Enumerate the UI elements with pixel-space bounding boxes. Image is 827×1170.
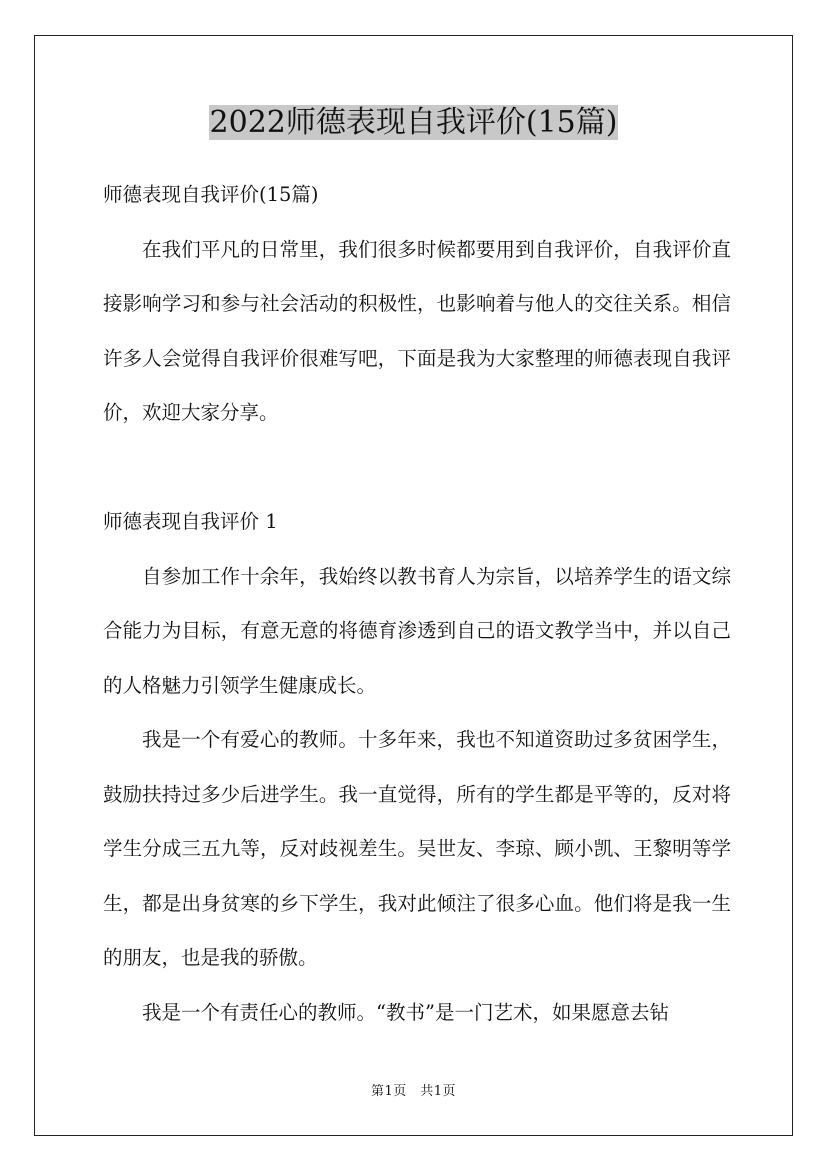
document-subtitle: 师德表现自我评价(15篇) [103, 183, 319, 206]
page-footer [0, 1082, 827, 1102]
page-number: 第1页 共1页 [370, 1084, 457, 1099]
document-title-text: 2022师德表现自我评价(15篇) [209, 105, 618, 140]
intro-paragraph: 在我们平凡的日常里，我们很多时候都要用到自我评价，自我评价直接影响学习和参与社会活动的积极性，也影响着与他人的交往关系。相信许多人会觉得自我评价很难写吧，下面是我为大家整理的师德表现自我评价，欢迎大家分享。 [103, 237, 731, 424]
section-heading: 师德表现自我评价 1 [103, 510, 278, 533]
body-paragraph: 我是一个有爱心的教师。十多年来，我也不知道资助过多贫困学生，鼓励扶持过多少后进学生。我一直觉得，所有的学生都是平等的，反对将学生分成三五九等，反对歧视差生。吴世友、李琼、顾小凯、王黎明等学生，都是出身贫寒的乡下学生，我对此倾注了很多心血。他们将是我一生的朋友，也是我的骄傲。 [103, 728, 731, 969]
document-body [103, 168, 731, 1040]
paragraph-gap [103, 441, 731, 496]
body-paragraph: 自参加工作十余年，我始终以教书育人为宗旨，以培养学生的语文综合能力为目标，有意无意的将德育渗透到自己的语文教学当中，并以自己的人格魅力引领学生健康成长。 [103, 564, 731, 697]
body-paragraph: 我是一个有责任心的教师。“教书”是一门艺术，如果愿意去钻 [142, 1000, 669, 1024]
document-title [0, 103, 827, 143]
